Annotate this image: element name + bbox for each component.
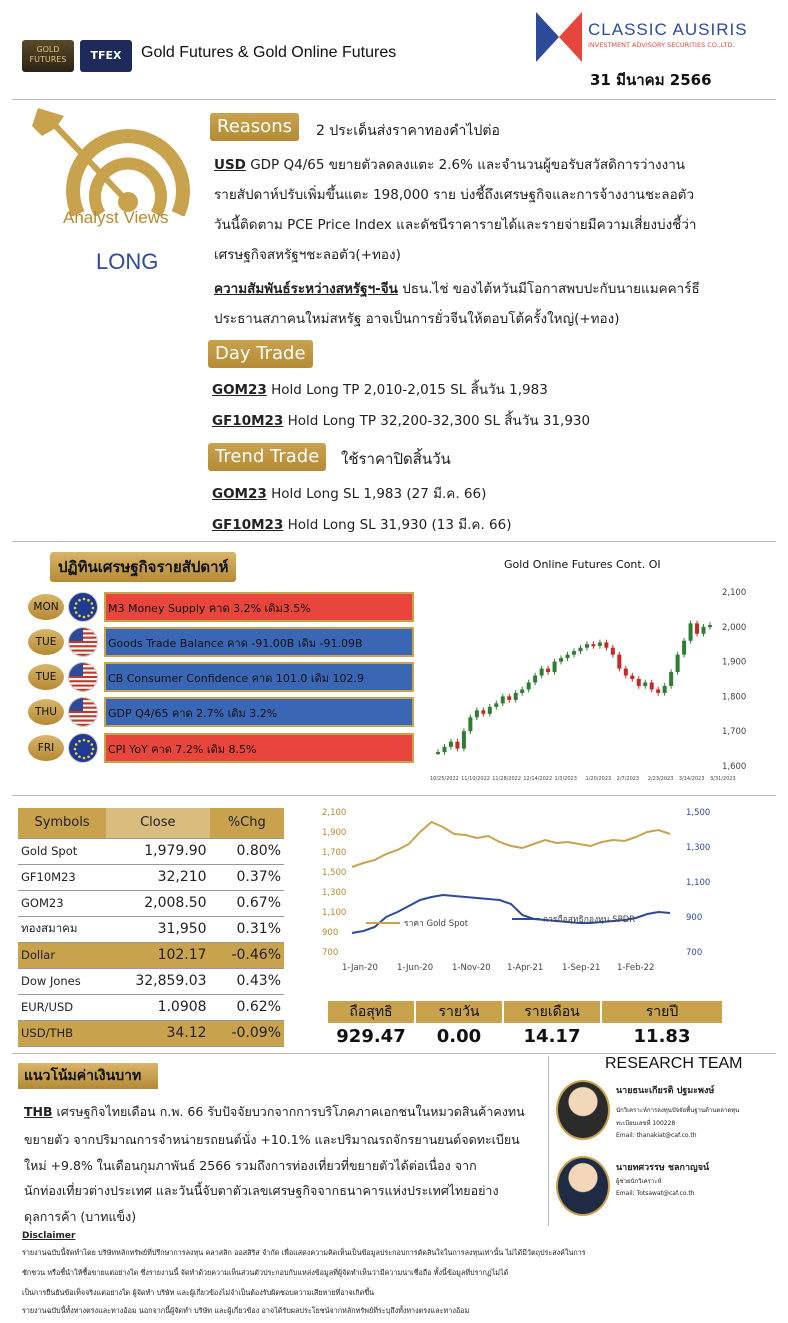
calendar-event-1: Goods Trade Balance คาด -91.00B เดิม -91.09B (104, 627, 414, 657)
symbol-cell: Dollar (18, 942, 106, 968)
analyst-stance: LONG (96, 249, 159, 274)
oi-x-tick: 2/7/2023 (616, 776, 640, 782)
baht-line-1 (24, 1102, 525, 1122)
oi-x-tick: 10/25/2022 (430, 776, 459, 782)
oi-candle (676, 652, 680, 675)
symbol-cell: Gold Spot (18, 838, 106, 864)
reason-usd-line-3: วันนี้ติดตาม PCE Price Index และดัชนีราคารายได้และรายจ่ายมีความเสี่ยงบ่งชี้ว่า (214, 217, 697, 233)
spdr-value-net: 929.47 (336, 1026, 406, 1047)
avatar (556, 1156, 610, 1216)
chg-cell: 0.31% (210, 916, 284, 942)
trend-trade-item-2 (212, 513, 511, 535)
team-divider (548, 1056, 549, 1226)
oi-y-tick: 2,000 (722, 622, 747, 633)
header-chg: %Chg (210, 808, 284, 838)
trend-trade-symbol-2: GF10M23 (212, 517, 284, 533)
close-cell: 31,950 (106, 916, 210, 942)
day-trade-item-1 (212, 378, 548, 400)
oi-candle (507, 694, 511, 703)
day-trade-text-2: Hold Long TP 32,200-32,300 SL สิ้นวัน 31,930 (283, 413, 591, 429)
table-row (18, 864, 284, 890)
calendar-day-2: TUE (28, 664, 64, 690)
team-member-2-role: ผู้ช่วยนักวิเคราะห์ (616, 1178, 662, 1185)
calendar-title: ปฏิทินเศรษฐกิจรายสัปดาห์ (50, 552, 236, 582)
oi-candle (527, 680, 531, 693)
gold-futures-logo-text: GOLD FUTURES (29, 45, 67, 64)
oi-candle (514, 690, 518, 703)
disclaimer-line-3: เป็นการยืนยันข้อเท็จจริงแต่อย่างใด ผู้จัดทำ บริษัท และผู้เกี่ยวข้องไม่จำเป็นต้องรับผิดชอบความเสียหายที่อาจเกิดขึ้น (22, 1288, 375, 1297)
trend-trade-text-1: Hold Long SL 1,983 (27 มี.ค. 66) (266, 486, 487, 502)
page-title: Gold Futures & Gold Online Futures (141, 44, 397, 61)
trend-trade-note: ใช้ราคาปิดสิ้นวัน (341, 450, 451, 468)
trend-trade-symbol-1: GOM23 (212, 486, 267, 502)
oi-candle (708, 622, 712, 629)
calendar-event-3: GDP Q4/65 คาด 2.7% เดิม 3.2% (104, 697, 414, 727)
oi-y-tick: 1,600 (722, 762, 747, 772)
oi-candle (624, 666, 628, 679)
brand-name: CLASSIC AUSIRIS (588, 20, 748, 39)
tfex-logo-text: TFEX (90, 49, 122, 62)
close-cell: 1,979.90 (106, 838, 210, 864)
us-flag-icon (68, 627, 98, 657)
calendar-event-0: M3 Money Supply คาด 3.2% เดิม3.5% (104, 592, 414, 622)
section-divider-2 (12, 795, 776, 796)
disclaimer-line-2: ชักชวน หรือชี้นำให้ซื้อขายแต่อย่างใด ซึ่งรายงานนี้ จัดทำด้วยความเห็นส่วนตัวประกอบกับแหล่งข้อมูลที่ผู้จัดทำเห็นว่ามีความน่าเชื่อถือ ทั้งนี้ข้อมูลที่ปรากฏไม่ได้ (22, 1268, 509, 1277)
spdr-value-daily: 0.00 (436, 1026, 482, 1047)
spdr-header-monthly: รายเดือน (504, 1001, 600, 1023)
legend-spdr-label: การถือสุทธิกองทุน SPDR (543, 915, 636, 925)
oi-candle (689, 621, 693, 644)
section-divider-1 (12, 541, 776, 542)
baht-key: THB (24, 1104, 53, 1119)
eu-flag-icon (68, 592, 98, 622)
team-member-2-email: Email: Totsawat@caf.co.th (616, 1190, 695, 1197)
baht-line-3: ใหม่ +9.8% ในเดือนกุมภาพันธ์ 2566 รวมถึงการท่องเที่ยวที่ขยายตัวได้ต่อเนื่อง จาก (24, 1158, 477, 1173)
table-row (18, 942, 284, 968)
oi-x-tick: 11/10/2022 (461, 776, 490, 782)
oi-candle (702, 624, 706, 637)
team-member-1-email: Email: thanakiat@caf.co.th (616, 1132, 697, 1139)
spdr-y-left-tick: 1,300 (322, 888, 347, 898)
calendar-day-4: FRI (28, 735, 64, 761)
chg-cell: 0.43% (210, 968, 284, 994)
symbol-cell: GF10M23 (18, 864, 106, 890)
symbol-cell: GOM23 (18, 890, 106, 916)
baht-line-4: นักท่องเที่ยวต่างประเทศ และวันนี้จับตาตัวเลขเศรษฐกิจจากธนาคารแห่งประเทศไทยอย่าง (24, 1183, 499, 1198)
oi-y-tick: 1,900 (722, 657, 747, 668)
us-flag-icon (68, 697, 98, 727)
reason-usd-line-2: รายสัปดาห์ปรับเพิ่มขึ้นแตะ 198,000 ราย บ่งชี้ถึงเศรษฐกิจและการจ้างงานชะลอตัว (214, 187, 695, 203)
reasons-tag: Reasons (210, 113, 299, 141)
calendar-day-0: MON (28, 594, 64, 620)
oi-candle (566, 652, 570, 661)
table-row (18, 968, 284, 994)
reasons-heading: 2 ประเด็นส่งราคาทองคำไปต่อ (316, 123, 500, 139)
oi-chart-svg (420, 552, 780, 786)
header-symbols: Symbols (18, 808, 106, 838)
reason-usd-line-1 (214, 153, 685, 175)
spdr-y-right-tick: 1,300 (686, 843, 711, 853)
day-trade-item-2 (212, 409, 590, 431)
oi-candle (449, 739, 453, 750)
reason-usd-line-4: เศรษฐกิจสหรัฐฯชะลอตัว(+ทอง) (214, 247, 401, 263)
baht-text-1: เศรษฐกิจไทยเดือน ก.พ. 66 รับปัจจัยบวกจากการบริโภคภาคเอกชนในหมวดสินค้าคงทน (52, 1104, 525, 1119)
table-row (18, 1020, 284, 1046)
spdr-y-left-tick: 1,700 (322, 848, 347, 858)
calendar-day-3: THU (28, 699, 64, 725)
trend-trade-text-2: Hold Long SL 31,930 (13 มี.ค. 66) (283, 517, 512, 533)
symbol-cell: Dow Jones (18, 968, 106, 994)
oi-candle (546, 666, 550, 675)
symbols-table (18, 808, 284, 1047)
close-cell: 102.17 (106, 942, 210, 968)
oi-candle (520, 687, 524, 696)
oi-candle (475, 708, 479, 721)
close-cell: 34.12 (106, 1020, 210, 1046)
reason-rel-text-1: ปธน.ไช่ ของไต้หวันมีโอกาสพบปะกับนายแมคคาร์ธี (402, 281, 700, 297)
oi-candle (585, 641, 589, 650)
table-row (18, 994, 284, 1020)
oi-candle (656, 687, 660, 696)
day-trade-tag: Day Trade (208, 340, 313, 368)
spdr-x-tick: 1-Sep-21 (562, 963, 601, 973)
close-cell: 1.0908 (106, 994, 210, 1020)
symbol-cell: USD/THB (18, 1020, 106, 1046)
oi-candle (630, 673, 634, 682)
oi-candle (462, 728, 466, 751)
oi-y-tick: 1,800 (722, 692, 747, 703)
disclaimer-title: Disclaimer (22, 1231, 76, 1241)
reason-rel-line-2: ประธานสภาคนใหม่สหรัฐ อาจเป็นการยั่วจีนให้ตอบโต้ครั้งใหญ่(+ทอง) (214, 311, 620, 327)
spdr-x-tick: 1-Apr-21 (507, 963, 544, 973)
oi-candle (540, 666, 544, 679)
spdr-y-left-tick: 700 (322, 948, 339, 958)
spdr-y-right-tick: 1,500 (686, 808, 711, 818)
spdr-y-right-tick: 700 (686, 948, 703, 958)
eu-flag-icon (68, 733, 98, 763)
reason-rel-key: ความสัมพันธ์ระหว่างสหรัฐฯ-จีน (214, 281, 398, 297)
spdr-value-monthly: 14.17 (523, 1026, 581, 1047)
reason-rel-line-1 (214, 277, 700, 299)
spdr-y-right-tick: 1,100 (686, 878, 711, 888)
oi-candle (494, 701, 498, 710)
oi-candle (559, 655, 563, 664)
oi-candle (617, 652, 621, 671)
oi-x-tick: 2/23/2023 (647, 776, 674, 782)
table-row (18, 838, 284, 864)
header-close: Close (106, 808, 210, 838)
gold-futures-logo (22, 40, 74, 72)
gold-spdr-chart-svg (300, 800, 720, 990)
chg-cell: 0.67% (210, 890, 284, 916)
spdr-x-tick: 1-Jan-20 (342, 963, 378, 973)
oi-candle (637, 676, 641, 689)
close-cell: 32,859.03 (106, 968, 210, 994)
oi-candle (695, 621, 699, 637)
spdr-series-line-0 (352, 822, 670, 867)
spdr-x-tick: 1-Jun-20 (397, 963, 434, 973)
spdr-y-left-tick: 2,100 (322, 808, 347, 818)
oi-x-tick: 3/31/2023 (710, 776, 736, 782)
chg-cell: -0.46% (210, 942, 284, 968)
oi-candle (468, 714, 472, 733)
team-title: RESEARCH TEAM (605, 1055, 743, 1072)
baht-line-2: ขยายตัว จากปริมาณการจำหน่ายรถยนต์นั่ง +10.1% และปริมาณรถจักรยานยนต์จดทะเบียน (24, 1132, 520, 1147)
disclaimer-line-1: รายงานฉบับนี้จัดทำโดย บริษัทหลักทรัพย์ที่ปรึกษาการลงทุน คลาสสิก ออสสิริส จำกัด เพื่อแสดงความคิดเห็นเป็นข้อมูลประกอบการตัดสินใจในการลงทุนเท่านั้น ไม่ได้มีวัตถุประสงค์ในการ (22, 1248, 586, 1257)
day-trade-symbol-1: GOM23 (212, 382, 267, 398)
oi-candle (501, 694, 505, 707)
day-trade-symbol-2: GF10M23 (212, 413, 284, 429)
spdr-y-right-tick: 900 (686, 913, 703, 923)
avatar (556, 1080, 610, 1140)
report-date: 31 มีนาคม 2566 (590, 71, 712, 89)
oi-candle (553, 659, 557, 675)
oi-candle (591, 641, 595, 648)
oi-x-tick: 3/14/2023 (678, 776, 705, 782)
close-cell: 32,210 (106, 864, 210, 890)
trend-trade-item-1 (212, 482, 486, 504)
symbol-cell: ทองสมาคม (18, 916, 106, 942)
spdr-series-line-1 (352, 895, 670, 933)
spdr-y-left-tick: 900 (322, 928, 339, 938)
chg-cell: 0.80% (210, 838, 284, 864)
oi-candle (650, 680, 654, 693)
spdr-x-tick: 1-Nov-20 (452, 963, 491, 973)
spdr-y-left-tick: 1,500 (322, 868, 347, 878)
oi-candle (442, 744, 446, 755)
team-member-1-reg: ทะเบียนเลขที่ 100228 (616, 1120, 676, 1127)
oi-candle (598, 640, 602, 649)
classic-ausiris-logo-icon (536, 12, 582, 62)
oi-candle (572, 648, 576, 657)
oi-candle (682, 638, 686, 657)
chg-cell: 0.37% (210, 864, 284, 890)
spdr-header-daily: รายวัน (416, 1001, 502, 1023)
baht-tag: แนวโน้มค่าเงินบาท (18, 1063, 158, 1089)
table-row (18, 916, 284, 942)
analyst-views-label: Analyst Views (63, 208, 169, 227)
team-member-2-name: นายทศวรรษ ชลกาญจน์ (616, 1163, 710, 1173)
oi-candle (481, 708, 485, 717)
symbol-cell: EUR/USD (18, 994, 106, 1020)
oi-x-tick: 1/20/2023 (585, 776, 612, 782)
spdr-value-yearly: 11.83 (633, 1026, 691, 1047)
oi-candle (455, 739, 459, 752)
reason-usd-text-1: GDP Q4/65 ขยายตัวลดลงแตะ 2.6% และจำนวนผู้ขอรับสวัสดิการว่างงาน (250, 157, 686, 173)
oi-candle (578, 645, 582, 654)
spdr-x-tick: 1-Feb-22 (617, 963, 655, 973)
tfex-logo (80, 40, 132, 72)
symbols-table-header (18, 808, 284, 838)
target-arrow-icon (28, 106, 198, 216)
oi-x-tick: 12/14/2022 (523, 776, 553, 782)
legend-gold-label: ราคา Gold Spot (404, 919, 469, 929)
section-divider-3 (12, 1053, 776, 1054)
oi-candle (604, 640, 608, 651)
table-row (18, 890, 284, 916)
chg-cell: -0.09% (210, 1020, 284, 1046)
oi-x-tick: 1/3/2023 (554, 776, 577, 782)
oi-candle (611, 645, 615, 658)
team-member-1-role: นักวิเคราะห์การลงทุนปัจจัยพื้นฐานด้านตลาดทุน (616, 1107, 740, 1114)
oi-y-tick: 1,700 (722, 727, 747, 738)
oi-candle (533, 673, 537, 686)
oi-y-tick: 2,100 (722, 588, 747, 598)
oi-candle (669, 669, 673, 688)
reason-usd-key: USD (214, 157, 246, 173)
oi-chart (420, 552, 780, 786)
oi-candle (643, 680, 647, 689)
oi-chart-title: Gold Online Futures Cont. OI (504, 558, 661, 571)
gold-spdr-chart (300, 800, 720, 990)
oi-candle (436, 749, 440, 755)
brand-subtitle: INVESTMENT ADVISORY SECURITIES CO.,LTD. (588, 41, 735, 49)
oi-candle (488, 704, 492, 717)
us-flag-icon (68, 662, 98, 692)
spdr-header-yearly: รายปี (602, 1001, 722, 1023)
calendar-event-4: CPI YoY คาด 7.2% เดิม 8.5% (104, 733, 414, 763)
disclaimer-line-4: รายงานฉบับนี้ทั้งทางตรงและทางอ้อม นอกจากนี้ผู้จัดทำ บริษัท และผู้เกี่ยวข้อง อาจได้รับผลประโยชน์จากหลักทรัพย์ที่ระบุถึงทั้งทางตรงและทางอ้อม (22, 1306, 470, 1315)
day-trade-text-1: Hold Long TP 2,010-2,015 SL สิ้นวัน 1,983 (266, 382, 548, 398)
trend-trade-tag: Trend Trade (208, 443, 326, 471)
spdr-y-left-tick: 1,900 (322, 828, 347, 838)
close-cell: 2,008.50 (106, 890, 210, 916)
baht-line-5: ดุลการค้า (บาทแข็ง) (24, 1209, 137, 1224)
oi-x-tick: 11/28/2022 (492, 776, 522, 782)
team-member-1-name: นายธนะเกียรติ ปฐมะพงษ์ (616, 1086, 715, 1096)
chg-cell: 0.62% (210, 994, 284, 1020)
calendar-event-2: CB Consumer Confidence คาด 101.0 เดิม 102.9 (104, 662, 414, 692)
calendar-day-1: TUE (28, 629, 64, 655)
spdr-header-net: ถือสุทธิ (328, 1001, 414, 1023)
oi-candle (663, 683, 667, 696)
spdr-y-left-tick: 1,100 (322, 908, 347, 918)
header-divider (12, 99, 776, 100)
